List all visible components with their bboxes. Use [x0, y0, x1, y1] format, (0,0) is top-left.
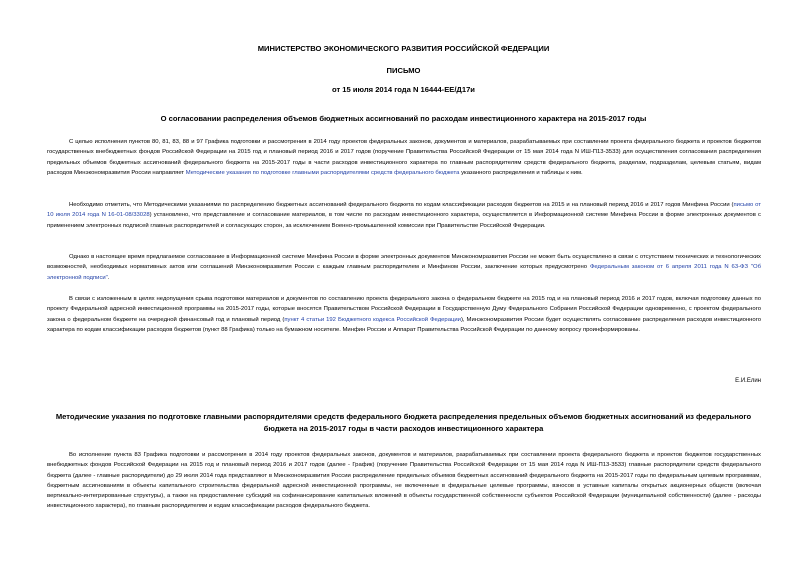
- document-type: ПИСЬМО: [386, 66, 421, 75]
- paragraph-2-text-a: Необходимо отметить, что Методическими указаниями по распределению бюджетных ассигнований федерального бюджета по кодам классификации расходов бюджетов на 2015 и на плановый период 2016 и 2017 годов Минфина России (: [69, 202, 734, 208]
- paragraph-2: [47, 200, 761, 231]
- ministry-title: МИНИСТЕРСТВО ЭКОНОМИЧЕСКОГО РАЗВИТИЯ РОССИЙСКОЙ ФЕДЕРАЦИИ: [257, 44, 550, 53]
- methodical-paragraph-1: Во исполнение пункта 83 Графика подготовки и рассмотрения в 2014 году проектов федеральных законов, документов и материалов, разрабатываемых при составлении проекта федерального бюджета и проектов бюджетов государственных внебюджетных фондов Российской Федерации на 2015 год и плановый период 2016 и 2017 годов (далее - График) (поручение Правительства Российской Федерации от 15 мая 2014 года N ИШ-П13-3533) главные распорядители средств федерального бюджета (далее - главные распорядители) до 29 июля 2014 года представляют в Минэкономразвития России распределение предельных объемов бюджетных ассигнований федерального бюджета на 2015-2017 годы по федеральным целевым программам, бюджетным ассигнованиям в объекты капитального строительства федеральной адресной инвестиционной программы, не включенные в федеральные целевые программы, взносов в уставные капиталы открытых акционерных обществ (включая вертикально-интегрированные структуры), а также на предоставление субсидий на софинансирование капитальных вложений в объекты государственной собственности субъектов Российской Федерации (муниципальной собственности) (далее - расходы инвестиционного характера), по главным распорядителям и кодам классификации расходов федерального бюджета.: [47, 452, 761, 510]
- methodical-title: Методические указания по подготовке главными распорядителями средств федерального бюджета распределения предельных объемов бюджетных ассигнований из федерального бюджета на 2015-2017 годы в части расходов инвестиционного характера: [55, 412, 752, 433]
- paragraph-4: [47, 294, 761, 335]
- methodical-guidelines-link[interactable]: Методические указания по подготовке главными распорядителями средств федерального бюджета: [185, 169, 460, 176]
- paragraph-1-tail: указанного распределения и таблицы к ним.: [459, 169, 583, 176]
- signature: Е.И.Елин: [735, 378, 761, 384]
- paragraph-1-text: С целью исполнения пунктов 80, 81, 83, 88 и 97 Графика подготовки и рассмотрения в 2014 году проектов федеральных законов, документов и материалов, разрабатываемых при составлении проекта федерального бюджета и проектов бюджетов государственных внебюджетных фондов Российской Федерации на 2015 год и плановый период 2016 и 2017 годов (поручение Правительства Российской Федерации от 15 мая 2014 года N ИШ-П13-3533) для осуществления согласования распределения предельных объемов бюджетных ассигнований федерального бюджета на 2015-2017 годы в части расходов инвестиционного характера по главным распорядителям средств федерального бюджета, разделам, подразделам, целевым статьям, видам расходов Минэкономразвития России направляет: [47, 139, 761, 176]
- minfin-letter-link[interactable]: письмо от 10 июля 2014 года N 16-01-08/33028: [47, 202, 761, 219]
- budget-code-link[interactable]: пункт 4 статьи 192 Бюджетного кодекса Российской Федерации: [284, 316, 461, 323]
- document-date-number: от 15 июля 2014 года N 16444-ЕЕ/Д17и: [332, 85, 475, 94]
- paragraph-2-text-b: ) установлено, что представление и согласование материалов, в том числе по расходам инвестиционного характера, осуществляется в Информационной системе Минфина России в форме электронных документов с применением электронных подписей главных распорядителей и согласующих сторон, за исключением Военно-промышленной комиссии при Правительстве Российской Федерации.: [47, 212, 761, 229]
- paragraph-1: [47, 137, 761, 178]
- paragraph-3-text-a: Однако в настоящее время предлагаемое согласование в Информационной системе Минфина России в форме электронных документов Минэкономразвития России не может быть осуществлено в связи с отсутствием технических и технологических возможностей, необходимых нормативных актов или соглашений Минэкономразвития России с каждым главным распорядителем и Минфином России, заключение которых предусмотрено: [47, 254, 761, 271]
- paragraph-3: [47, 252, 761, 283]
- document-subject: О согласовании распределения объемов бюджетных ассигнований по расходам инвестиционного характера на 2015-2017 годы: [160, 114, 647, 123]
- federal-law-link[interactable]: Федеральным законом от 6 апреля 2011 года N 63-ФЗ "Об электронной подписи": [47, 264, 761, 281]
- paragraph-4-text-b: ), Минэкономразвития России будет осуществлять согласование распределения расходов инвестиционного характера по кодам классификации расходов бюджетов (пункт 88 Графика) только на бумажном носителе. Минфин России и Аппарат Правительства Российской Федерации по данному вопросу проинформированы.: [47, 316, 761, 333]
- paragraph-3-text-b: .: [107, 274, 110, 281]
- paragraph-4-text-a: В связи с изложенным в целях недопущения срыва подготовки материалов и документов по составлению проекта федерального закона о федеральном бюджете на 2015 год и на плановый период 2016 и 2017 годов, включая подготовку данных по проекту Федеральной адресной инвестиционной программы на 2015-2017 годы, которые вносятся Правительством Российской Федерации в Государственную Думу Федерального Собрания Российской Федерации одновременно, с проектом федерального закона о федеральном бюджете на очередной финансовый год и плановый период (: [47, 296, 761, 323]
